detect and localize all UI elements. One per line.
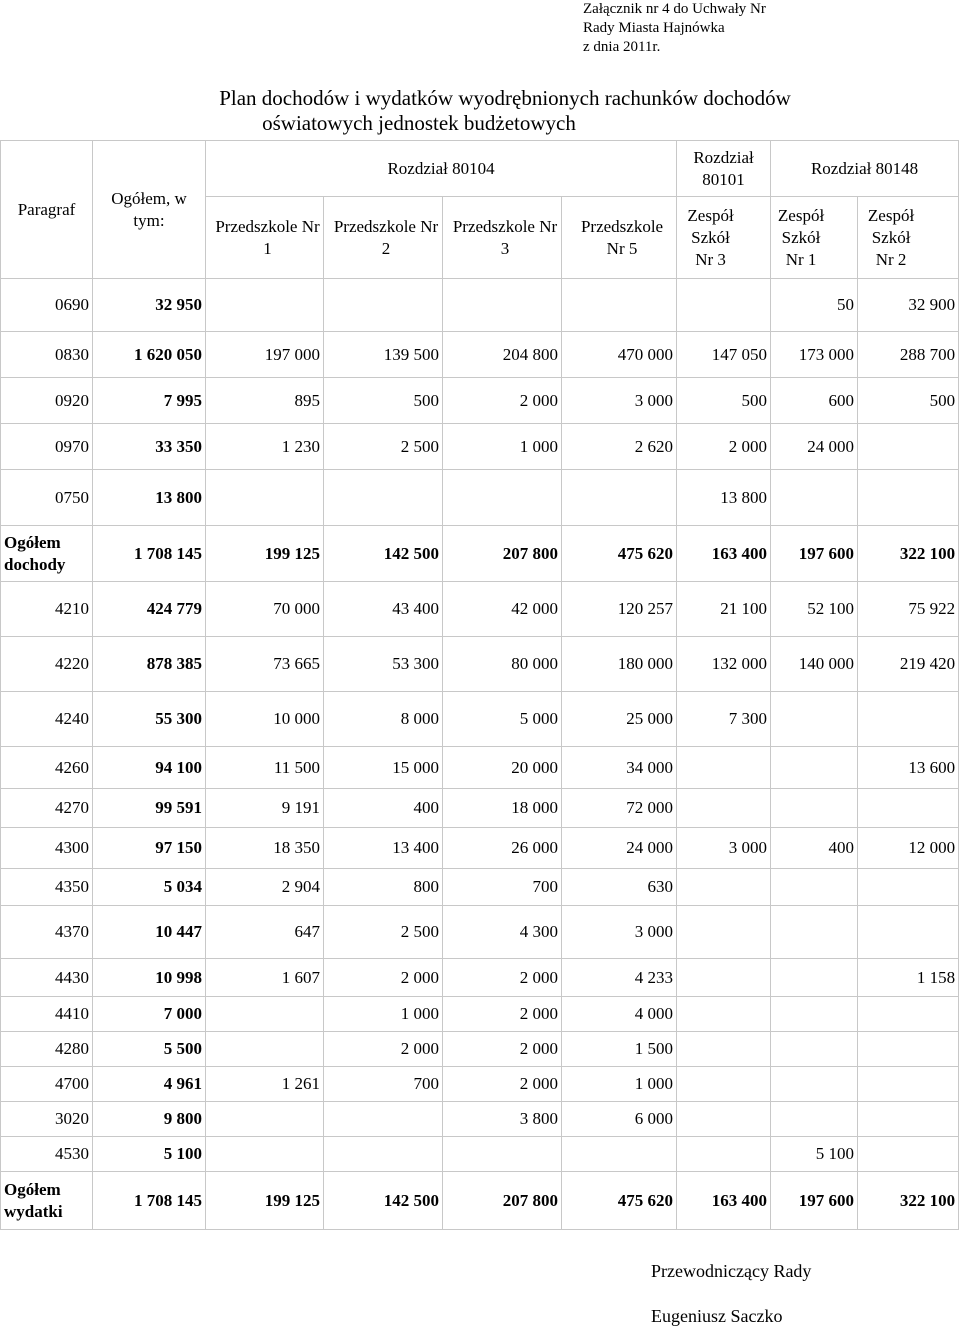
row-label: 4350 (1, 869, 93, 906)
row-cell (677, 906, 771, 959)
row-cell: 6 000 (562, 1102, 677, 1137)
row-total: 32 950 (93, 279, 206, 332)
row-cell: 3 000 (677, 828, 771, 869)
row-cell (206, 997, 324, 1032)
row-cell (677, 959, 771, 997)
row-cell: 140 000 (771, 637, 858, 692)
row-total: 1 708 145 (93, 1172, 206, 1230)
row-cell: 18 350 (206, 828, 324, 869)
row-cell: 1 000 (324, 997, 443, 1032)
document-title (0, 86, 960, 136)
row-cell: 700 (324, 1067, 443, 1102)
row-cell (771, 997, 858, 1032)
attachment-note-line: z dnia 2011r. (583, 39, 661, 55)
row-cell: 500 (677, 378, 771, 424)
row-cell (443, 470, 562, 526)
row-cell (206, 1137, 324, 1172)
table-row (1, 1172, 959, 1230)
row-cell: 24 000 (771, 424, 858, 470)
row-cell: 2 000 (443, 1067, 562, 1102)
row-label: 4280 (1, 1032, 93, 1067)
row-cell: 4 300 (443, 906, 562, 959)
row-cell (677, 997, 771, 1032)
table-row (1, 1102, 959, 1137)
row-cell: 2 000 (443, 997, 562, 1032)
row-label: 0750 (1, 470, 93, 526)
row-cell: 2 000 (443, 959, 562, 997)
row-cell: 2 620 (562, 424, 677, 470)
row-cell (858, 1102, 959, 1137)
table-row (1, 378, 959, 424)
row-total: 13 800 (93, 470, 206, 526)
row-cell (206, 1032, 324, 1067)
row-cell (677, 869, 771, 906)
row-total: 5 500 (93, 1032, 206, 1067)
row-cell: 163 400 (677, 526, 771, 582)
row-cell (858, 470, 959, 526)
row-cell: 288 700 (858, 332, 959, 378)
row-cell: 2 500 (324, 906, 443, 959)
header-column: Zespół Szkół Nr 3 (677, 197, 771, 279)
signature-name: Eugeniusz Saczko (651, 1306, 783, 1326)
row-cell: 24 000 (562, 828, 677, 869)
row-cell: 1 607 (206, 959, 324, 997)
row-label: 0690 (1, 279, 93, 332)
row-cell (324, 279, 443, 332)
row-cell: 197 000 (206, 332, 324, 378)
row-cell: 2 000 (324, 959, 443, 997)
row-cell (677, 1032, 771, 1067)
row-cell: 25 000 (562, 692, 677, 747)
row-cell: 80 000 (443, 637, 562, 692)
table-row (1, 959, 959, 997)
header-column: Przedszkole Nr 2 (324, 197, 443, 279)
row-label: 0970 (1, 424, 93, 470)
table-row (1, 1137, 959, 1172)
row-cell: 20 000 (443, 747, 562, 789)
row-cell (858, 1137, 959, 1172)
row-label: 4270 (1, 789, 93, 828)
row-cell: 52 100 (771, 582, 858, 637)
row-cell (677, 789, 771, 828)
row-total: 4 961 (93, 1067, 206, 1102)
row-cell: 2 000 (443, 378, 562, 424)
row-cell (858, 997, 959, 1032)
row-cell (324, 470, 443, 526)
header-rozdzial-80104: Rozdział 80104 (206, 141, 677, 197)
row-label: 4210 (1, 582, 93, 637)
row-cell: 3 800 (443, 1102, 562, 1137)
row-cell (677, 1067, 771, 1102)
row-cell: 34 000 (562, 747, 677, 789)
row-total: 97 150 (93, 828, 206, 869)
row-cell: 2 000 (443, 1032, 562, 1067)
row-cell: 50 (771, 279, 858, 332)
row-cell: 199 125 (206, 1172, 324, 1230)
row-cell: 700 (443, 869, 562, 906)
row-label: 4260 (1, 747, 93, 789)
row-cell (771, 906, 858, 959)
row-cell: 7 300 (677, 692, 771, 747)
row-cell (443, 279, 562, 332)
row-cell: 3 000 (562, 906, 677, 959)
row-cell: 147 050 (677, 332, 771, 378)
row-cell (206, 1102, 324, 1137)
row-total: 7 000 (93, 997, 206, 1032)
row-cell (771, 470, 858, 526)
row-cell (677, 279, 771, 332)
row-cell: 2 500 (324, 424, 443, 470)
header-rozdzial-80101: Rozdział 80101 (677, 141, 771, 197)
row-cell: 10 000 (206, 692, 324, 747)
row-cell (677, 1137, 771, 1172)
row-cell: 13 800 (677, 470, 771, 526)
row-cell: 9 191 (206, 789, 324, 828)
row-cell (562, 279, 677, 332)
row-cell (324, 1102, 443, 1137)
table-row (1, 869, 959, 906)
row-total: 55 300 (93, 692, 206, 747)
row-total: 33 350 (93, 424, 206, 470)
row-cell: 42 000 (443, 582, 562, 637)
row-label: 0830 (1, 332, 93, 378)
row-cell: 475 620 (562, 526, 677, 582)
row-cell: 199 125 (206, 526, 324, 582)
row-cell: 1 230 (206, 424, 324, 470)
row-label: 4220 (1, 637, 93, 692)
row-total: 1 708 145 (93, 526, 206, 582)
row-cell: 142 500 (324, 526, 443, 582)
attachment-note-line: Załącznik nr 4 do Uchwały Nr (583, 1, 766, 17)
row-cell: 72 000 (562, 789, 677, 828)
row-cell: 197 600 (771, 1172, 858, 1230)
table-row (1, 332, 959, 378)
row-cell: 1 158 (858, 959, 959, 997)
row-cell (858, 1032, 959, 1067)
row-cell: 1 261 (206, 1067, 324, 1102)
row-cell: 400 (771, 828, 858, 869)
row-cell: 4 233 (562, 959, 677, 997)
row-cell (677, 747, 771, 789)
table-row (1, 1032, 959, 1067)
row-cell (858, 424, 959, 470)
row-cell: 120 257 (562, 582, 677, 637)
row-cell: 207 800 (443, 526, 562, 582)
row-label: 4370 (1, 906, 93, 959)
row-cell: 70 000 (206, 582, 324, 637)
table-row (1, 692, 959, 747)
row-cell: 895 (206, 378, 324, 424)
row-total: 94 100 (93, 747, 206, 789)
row-cell (771, 789, 858, 828)
row-label: 4240 (1, 692, 93, 747)
row-cell: 139 500 (324, 332, 443, 378)
row-cell: 475 620 (562, 1172, 677, 1230)
row-cell: 75 922 (858, 582, 959, 637)
row-label: 4700 (1, 1067, 93, 1102)
header-row (1, 141, 959, 197)
row-cell (771, 959, 858, 997)
row-cell: 1 000 (562, 1067, 677, 1102)
row-cell: 163 400 (677, 1172, 771, 1230)
row-cell: 8 000 (324, 692, 443, 747)
row-cell: 647 (206, 906, 324, 959)
row-cell: 630 (562, 869, 677, 906)
row-total: 10 447 (93, 906, 206, 959)
row-cell: 207 800 (443, 1172, 562, 1230)
row-cell (858, 692, 959, 747)
row-label: 0920 (1, 378, 93, 424)
row-cell (443, 1137, 562, 1172)
row-label: 4300 (1, 828, 93, 869)
row-cell: 204 800 (443, 332, 562, 378)
table-row (1, 470, 959, 526)
row-total: 5 034 (93, 869, 206, 906)
table-row (1, 526, 959, 582)
row-cell: 400 (324, 789, 443, 828)
row-total: 10 998 (93, 959, 206, 997)
row-cell: 13 400 (324, 828, 443, 869)
row-cell: 5 000 (443, 692, 562, 747)
attachment-note-line: Rady Miasta Hajnówka (583, 20, 725, 36)
row-cell: 12 000 (858, 828, 959, 869)
table-row (1, 1067, 959, 1102)
header-paragraf: Paragraf (1, 141, 93, 279)
row-cell (562, 470, 677, 526)
row-cell: 1 500 (562, 1032, 677, 1067)
row-cell: 4 000 (562, 997, 677, 1032)
header-column: Przedszkole Nr 5 (562, 197, 677, 279)
budget-table (0, 140, 959, 1230)
row-cell: 800 (324, 869, 443, 906)
row-cell: 73 665 (206, 637, 324, 692)
row-cell: 2 904 (206, 869, 324, 906)
row-total: 7 995 (93, 378, 206, 424)
table-row (1, 279, 959, 332)
row-cell: 322 100 (858, 1172, 959, 1230)
row-label: Ogółem dochody (1, 526, 93, 582)
row-cell: 43 400 (324, 582, 443, 637)
table-body (1, 279, 959, 1230)
row-total: 99 591 (93, 789, 206, 828)
header-column: Przedszkole Nr 3 (443, 197, 562, 279)
row-label: Ogółem wydatki (1, 1172, 93, 1230)
row-cell: 26 000 (443, 828, 562, 869)
row-cell: 1 000 (443, 424, 562, 470)
row-cell: 470 000 (562, 332, 677, 378)
row-total: 1 620 050 (93, 332, 206, 378)
row-cell (206, 470, 324, 526)
row-cell: 18 000 (443, 789, 562, 828)
row-cell (206, 279, 324, 332)
row-cell: 5 100 (771, 1137, 858, 1172)
row-cell (858, 869, 959, 906)
header-column: Zespół Szkół Nr 1 (771, 197, 858, 279)
row-cell (858, 1067, 959, 1102)
row-cell: 53 300 (324, 637, 443, 692)
table-row (1, 637, 959, 692)
row-cell (677, 1102, 771, 1137)
table-row (1, 424, 959, 470)
row-cell: 600 (771, 378, 858, 424)
row-total: 9 800 (93, 1102, 206, 1137)
row-cell: 11 500 (206, 747, 324, 789)
row-cell: 32 900 (858, 279, 959, 332)
row-cell (562, 1137, 677, 1172)
signature-role: Przewodniczący Rady (651, 1261, 812, 1281)
row-cell: 13 600 (858, 747, 959, 789)
table-row (1, 828, 959, 869)
row-cell: 173 000 (771, 332, 858, 378)
row-cell (858, 906, 959, 959)
attachment-note (583, 0, 766, 57)
row-label: 4430 (1, 959, 93, 997)
row-total: 878 385 (93, 637, 206, 692)
row-cell: 15 000 (324, 747, 443, 789)
row-total: 5 100 (93, 1137, 206, 1172)
table-row (1, 789, 959, 828)
table-row (1, 997, 959, 1032)
title-line: Plan dochodów i wydatków wyodrębnionych rachunków dochodów (219, 86, 791, 110)
row-cell: 2 000 (324, 1032, 443, 1067)
row-cell: 132 000 (677, 637, 771, 692)
row-cell: 219 420 (858, 637, 959, 692)
row-cell: 500 (858, 378, 959, 424)
row-cell: 3 000 (562, 378, 677, 424)
row-cell (771, 869, 858, 906)
header-ogolem: Ogółem, w tym: (93, 141, 206, 279)
row-label: 3020 (1, 1102, 93, 1137)
table-row (1, 906, 959, 959)
row-cell: 142 500 (324, 1172, 443, 1230)
row-cell: 500 (324, 378, 443, 424)
row-cell (771, 747, 858, 789)
table-row (1, 582, 959, 637)
table-row (1, 747, 959, 789)
row-cell (324, 1137, 443, 1172)
row-cell: 21 100 (677, 582, 771, 637)
row-label: 4530 (1, 1137, 93, 1172)
title-line: oświatowych jednostek budżetowych (262, 111, 576, 135)
row-cell: 2 000 (677, 424, 771, 470)
row-total: 424 779 (93, 582, 206, 637)
header-rozdzial-80148: Rozdział 80148 (771, 141, 959, 197)
header-column: Przedszkole Nr 1 (206, 197, 324, 279)
row-cell: 197 600 (771, 526, 858, 582)
row-cell: 180 000 (562, 637, 677, 692)
header-column: Zespół Szkół Nr 2 (858, 197, 959, 279)
row-cell (771, 1032, 858, 1067)
row-cell (771, 692, 858, 747)
row-cell (771, 1102, 858, 1137)
row-cell (771, 1067, 858, 1102)
row-cell: 322 100 (858, 526, 959, 582)
row-cell (858, 789, 959, 828)
row-label: 4410 (1, 997, 93, 1032)
